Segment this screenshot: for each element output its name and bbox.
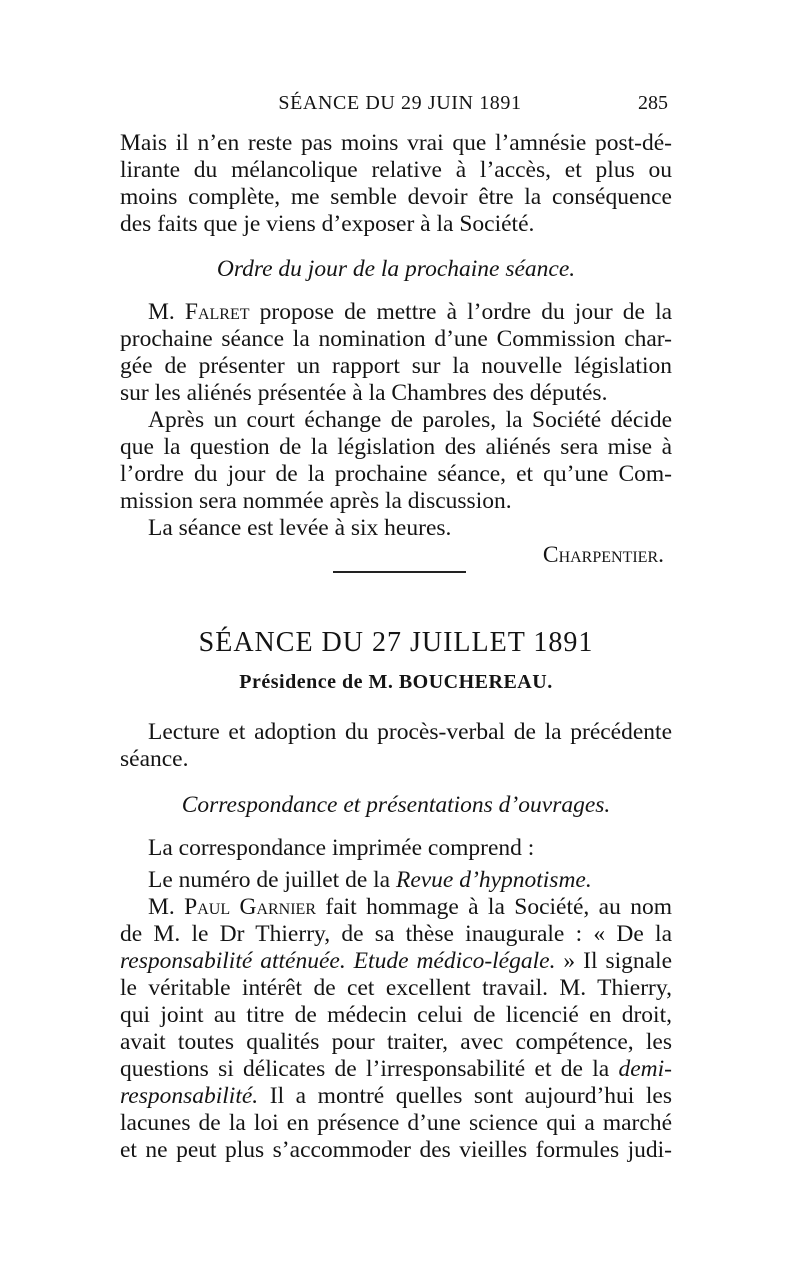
text-line (120, 1081, 672, 1111)
text-run: fait hommage à la Société, au nom (325, 894, 672, 920)
text-run: » Il signale (555, 948, 672, 974)
text-line: La correspondance imprimée comprend : (148, 835, 535, 861)
text-line: avait toutes qualités pour traiter, avec compétence, les (120, 1029, 672, 1055)
thesis-title: responsabilité atténuée. Etude médico-légale. (120, 948, 556, 974)
text-run: Le numéro de juillet de la (148, 867, 391, 893)
journal-title: Revue d’hypnotisme. (395, 867, 592, 893)
text-line: qui joint au titre de médecin celui de licencié en droit, (120, 1002, 672, 1028)
text-line: que la question de la législation des aliénés sera mise à (120, 434, 672, 460)
text-line: lirante du mélancolique relative à l’accès, et plus ou (120, 157, 672, 183)
text-line: Lecture et adoption du procès-verbal de la précédente (148, 719, 672, 745)
text-line: lacunes de la loi en présence d’une science qui a marché (120, 1110, 672, 1136)
text-line: des faits que je viens d’exposer à la Société. (120, 211, 535, 237)
text-line: prochaine séance la nomination d’une Commission char- (120, 326, 672, 352)
text-run: propose de mettre à l’ordre du jour de la (259, 299, 672, 325)
text-line: et ne peut plus s’accommoder des vieilles formules judi- (120, 1137, 672, 1163)
text-line (120, 297, 672, 327)
text-line: La séance est levée à six heures. (148, 515, 452, 541)
text-run: M. (148, 299, 175, 325)
text-run: M. (148, 894, 175, 920)
text-line: mission sera nommée après la discussion. (120, 488, 512, 514)
text-line: Après un court échange de paroles, la Société décide (148, 407, 672, 433)
text-line: gée de présenter un rapport sur la nouvelle législation (120, 353, 672, 379)
text-line: Mais il n’en reste pas moins vrai que l’amnésie post-dé- (120, 130, 672, 156)
text-run: Il a montré quelles sont aujourd’hui les (258, 1083, 672, 1109)
text-line (120, 892, 672, 922)
text-line (120, 1054, 672, 1084)
subheading-correspondance: Correspondance et présentations d’ouvrages. (181, 792, 611, 818)
section-divider (333, 571, 466, 573)
text-line: l’ordre du jour de la prochaine séance, et qu’une Com- (120, 461, 672, 487)
text-run-italic: demi- (618, 1056, 672, 1082)
text-line: le véritable intérêt de cet excellent travail. M. Thierry, (120, 975, 672, 1001)
text-line (120, 946, 672, 976)
text-line: séance. (120, 746, 189, 772)
text-line (120, 865, 672, 895)
subheading-ordre-du-jour: Ordre du jour de la prochaine séance. (216, 256, 576, 282)
text-line: sur les aliénés présentée à la Chambres des députés. (120, 380, 608, 406)
running-head (120, 92, 680, 118)
person-name: Paul Garnier (184, 894, 317, 920)
running-head-title: SÉANCE DU 29 JUIN 1891 (278, 92, 522, 114)
text-run: questions si délicates de l’irresponsabilité et de la (120, 1056, 610, 1082)
signature: Charpentier. (542, 542, 664, 568)
page-number: 285 (638, 92, 668, 114)
text-line: moins complète, me semble devoir être la conséquence (120, 184, 672, 210)
text-run-italic: responsabilité. (120, 1083, 259, 1109)
presidence-line: Présidence de M. BOUCHEREAU. (239, 671, 553, 693)
text-line: de M. le Dr Thierry, de sa thèse inaugurale : « De la (120, 921, 672, 947)
session-title: SÉANCE DU 27 JUILLET 1891 (198, 627, 594, 658)
person-name: Falret (184, 299, 250, 325)
